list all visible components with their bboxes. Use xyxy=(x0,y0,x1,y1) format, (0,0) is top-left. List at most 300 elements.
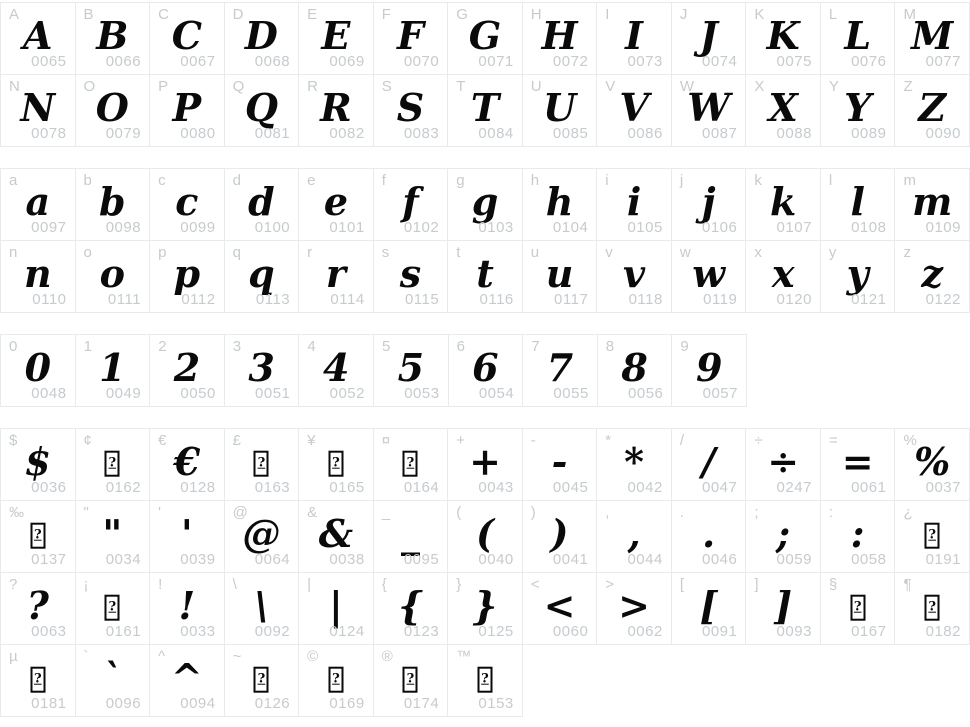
glyph-cell xyxy=(821,573,896,645)
glyph-cell-label: ? xyxy=(9,576,18,593)
glyph-unicode-code: 0120 xyxy=(776,290,812,308)
glyph-preview: @ xyxy=(242,510,281,556)
glyph-cell xyxy=(299,3,374,75)
glyph-unicode-code: 0069 xyxy=(329,52,365,70)
glyph-unicode-code: 0068 xyxy=(254,52,291,70)
glyph-unicode-code: 0063 xyxy=(31,622,67,640)
glyph-unicode-code: 0076 xyxy=(851,52,887,70)
glyph-preview: A xyxy=(23,12,53,58)
glyph-preview: ] xyxy=(774,582,793,628)
missing-glyph-box: ? xyxy=(30,522,45,548)
glyph-cell-label: W xyxy=(679,78,695,95)
glyph-cell xyxy=(448,3,523,75)
glyph-cell xyxy=(76,241,151,313)
glyph-unicode-code: 0090 xyxy=(925,124,961,142)
glyph-cell-label: N xyxy=(9,78,20,95)
glyph-unicode-code: 0102 xyxy=(403,218,440,236)
glyph-cell-label: e xyxy=(307,172,316,189)
glyph-preview: c xyxy=(175,178,199,224)
missing-glyph-box: ? xyxy=(850,594,865,620)
glyph-cell-label: z xyxy=(903,244,911,261)
glyph-cell-label: j xyxy=(679,172,684,189)
glyph-cell xyxy=(448,573,523,645)
glyph-cell xyxy=(746,3,821,75)
glyph-cell-label: + xyxy=(456,432,465,449)
glyph-unicode-code: 0082 xyxy=(329,124,365,142)
glyph-cell xyxy=(374,429,449,501)
glyph-unicode-code: 0074 xyxy=(702,52,738,70)
glyph-cell-label: % xyxy=(903,432,917,449)
glyph-cell xyxy=(1,645,76,717)
glyph-cell-label: x xyxy=(754,244,762,261)
glyph-unicode-code: 0125 xyxy=(478,622,514,640)
glyph-cell-label: P xyxy=(158,78,169,95)
glyph-cell xyxy=(374,645,449,717)
glyph-cell xyxy=(672,501,747,573)
glyph-cell xyxy=(672,75,747,147)
glyph-unicode-code: 0084 xyxy=(478,124,514,142)
glyph-unicode-code: 0167 xyxy=(851,622,887,640)
glyph-preview: _ xyxy=(400,510,420,556)
glyph-preview: b xyxy=(99,178,126,224)
glyph-cell-label: B xyxy=(83,6,94,23)
glyph-cell xyxy=(597,169,672,241)
glyph-unicode-code: 0072 xyxy=(552,52,589,70)
glyph-unicode-code: 0123 xyxy=(403,622,440,640)
glyph-unicode-code: 0247 xyxy=(776,478,812,496)
glyph-cell-label: c xyxy=(158,172,166,189)
glyph-cell xyxy=(76,3,151,75)
glyph-preview: U xyxy=(542,84,577,130)
glyph-cell-label: € xyxy=(158,432,167,449)
glyph-unicode-code: 0099 xyxy=(180,218,216,236)
glyph-preview: 7 xyxy=(546,344,574,390)
glyph-cell xyxy=(1,241,76,313)
glyph-cell xyxy=(746,241,821,313)
glyph-preview: J xyxy=(699,12,718,58)
glyph-preview: { xyxy=(398,582,423,628)
glyph-preview: a xyxy=(25,178,51,224)
glyph-unicode-code: 0119 xyxy=(703,290,738,308)
glyph-cell-label: [ xyxy=(679,576,685,593)
glyph-unicode-code: 0050 xyxy=(180,384,216,402)
glyph-cell xyxy=(597,501,672,573)
glyph-unicode-code: 0118 xyxy=(628,290,663,308)
glyph-unicode-code: 0048 xyxy=(31,384,67,402)
glyph-cell xyxy=(374,501,449,573)
glyph-cell xyxy=(299,169,374,241)
glyph-cell-label: R xyxy=(307,78,318,95)
glyph-cell xyxy=(76,501,151,573)
glyph-cell xyxy=(895,241,970,313)
glyph-cell-label: n xyxy=(9,244,18,261)
glyph-cell-label: r xyxy=(307,244,313,261)
glyph-preview: ? xyxy=(26,582,49,628)
glyph-cell-label: 6 xyxy=(456,338,465,355)
glyph-unicode-code: 0161 xyxy=(105,622,142,640)
glyph-unicode-code: 0075 xyxy=(776,52,812,70)
glyph-cell-label: 3 xyxy=(232,338,242,355)
glyph-cell xyxy=(374,573,449,645)
glyph-unicode-code: 0066 xyxy=(105,52,142,70)
glyph-cell xyxy=(225,573,300,645)
glyph-unicode-code: 0058 xyxy=(851,550,887,568)
glyph-cell-label: E xyxy=(307,6,318,23)
glyph-cell-label: A xyxy=(9,6,20,23)
glyph-cell xyxy=(746,429,821,501)
glyph-cell xyxy=(1,429,76,501)
glyph-unicode-code: 0060 xyxy=(552,622,589,640)
glyph-preview: < xyxy=(543,582,576,628)
glyph-cell-label: } xyxy=(456,576,462,593)
glyph-unicode-code: 0047 xyxy=(702,478,738,496)
glyph-cell-label: ( xyxy=(456,504,462,521)
glyph-preview: \ xyxy=(254,582,269,628)
glyph-cell-label: Y xyxy=(828,78,839,95)
glyph-unicode-code: 0039 xyxy=(180,550,216,568)
glyph-preview: | xyxy=(329,582,343,628)
glyph-cell xyxy=(672,3,747,75)
glyph-preview: C xyxy=(171,12,202,58)
glyph-cell-label: 7 xyxy=(531,338,540,355)
glyph-unicode-code: 0085 xyxy=(552,124,589,142)
glyph-preview: Q xyxy=(244,84,278,130)
lowercase-glyph-grid xyxy=(0,168,970,313)
glyph-cell xyxy=(523,75,598,147)
glyph-cell-label: ® xyxy=(381,648,393,665)
glyph-preview: I xyxy=(625,12,643,58)
glyph-cell-label: ) xyxy=(530,504,536,521)
glyph-cell-label: 5 xyxy=(381,338,391,355)
glyph-unicode-code: 0107 xyxy=(776,218,812,236)
glyph-preview: D xyxy=(244,12,278,58)
glyph-preview: v xyxy=(623,250,646,296)
glyph-unicode-code: 0056 xyxy=(628,384,664,402)
glyph-cell-label: 8 xyxy=(605,338,615,355)
glyph-preview: t xyxy=(476,250,494,296)
glyph-unicode-code: 0101 xyxy=(329,218,365,236)
glyph-cell xyxy=(523,335,598,407)
glyph-cell-label: F xyxy=(381,6,391,23)
glyph-unicode-code: 0041 xyxy=(552,550,589,568)
glyph-cell-label: a xyxy=(9,172,18,189)
glyph-cell xyxy=(448,429,523,501)
glyph-preview: B xyxy=(96,12,129,58)
digits-glyph-grid xyxy=(0,334,747,407)
glyph-preview: n xyxy=(23,250,52,296)
glyph-preview: H xyxy=(541,12,578,58)
glyph-unicode-code: 0033 xyxy=(180,622,216,640)
glyph-cell xyxy=(299,573,374,645)
glyph-unicode-code: 0095 xyxy=(403,550,440,568)
glyph-cell xyxy=(449,335,524,407)
glyph-unicode-code: 0098 xyxy=(105,218,142,236)
glyph-cell xyxy=(150,645,225,717)
glyph-cell xyxy=(523,3,598,75)
glyph-cell-label: ' xyxy=(158,504,161,521)
glyph-preview: f xyxy=(402,178,419,224)
glyph-preview: i xyxy=(626,178,642,224)
glyph-unicode-code: 0103 xyxy=(478,218,514,236)
glyph-cell xyxy=(76,429,151,501)
glyph-unicode-code: 0077 xyxy=(925,52,961,70)
glyph-unicode-code: 0100 xyxy=(254,218,291,236)
glyph-cell-label: ¤ xyxy=(381,432,391,449)
glyph-unicode-code: 0065 xyxy=(31,52,67,70)
glyph-unicode-code: 0044 xyxy=(627,550,663,568)
glyph-preview: 3 xyxy=(248,344,275,390)
glyph-unicode-code: 0046 xyxy=(702,550,738,568)
glyph-unicode-code: 0112 xyxy=(181,290,216,308)
glyph-preview: ; xyxy=(776,510,791,556)
glyph-unicode-code: 0054 xyxy=(478,384,515,402)
glyph-preview: - xyxy=(551,438,568,484)
glyph-cell xyxy=(374,169,449,241)
glyph-cell-label: ~ xyxy=(232,648,242,665)
glyph-cell-label: - xyxy=(530,432,536,449)
glyph-cell-label: 9 xyxy=(680,338,689,355)
glyph-cell-label: q xyxy=(232,244,241,261)
glyph-cell xyxy=(598,335,673,407)
glyph-unicode-code: 0071 xyxy=(478,52,514,70)
glyph-preview: 6 xyxy=(472,344,499,390)
glyph-unicode-code: 0116 xyxy=(479,290,514,308)
glyph-cell-label: k xyxy=(754,172,762,189)
glyph-cell xyxy=(299,429,374,501)
glyph-cell xyxy=(746,75,821,147)
glyph-preview: h xyxy=(545,178,574,224)
glyph-unicode-code: 0053 xyxy=(404,384,440,402)
glyph-unicode-code: 0037 xyxy=(925,478,961,496)
glyph-cell-label: V xyxy=(605,78,616,95)
glyph-preview: W xyxy=(687,84,730,130)
glyph-cell-label: h xyxy=(530,172,540,189)
glyph-unicode-code: 0182 xyxy=(925,622,961,640)
glyph-preview: M xyxy=(911,12,954,58)
glyph-cell-label: > xyxy=(605,576,615,593)
missing-glyph-box: ? xyxy=(403,666,418,692)
glyph-cell-label: § xyxy=(828,576,838,593)
missing-glyph-box: ? xyxy=(328,666,343,692)
glyph-unicode-code: 0181 xyxy=(31,694,67,712)
glyph-preview: 4 xyxy=(322,344,350,390)
glyph-preview: d xyxy=(248,178,275,224)
glyph-preview: P xyxy=(172,84,202,130)
glyph-preview: Z xyxy=(918,84,947,130)
glyph-cell-label: s xyxy=(381,244,390,261)
glyph-cell-label: 1 xyxy=(83,338,92,355)
glyph-preview: y xyxy=(846,250,869,296)
glyph-cell-label: G xyxy=(456,6,468,23)
glyph-cell-label: ` xyxy=(83,648,89,665)
glyph-cell xyxy=(150,335,225,407)
glyph-unicode-code: 0045 xyxy=(552,478,589,496)
glyph-preview: X xyxy=(768,84,798,130)
glyph-preview: K xyxy=(766,12,800,58)
glyph-preview: ' xyxy=(181,510,193,556)
glyph-cell-label: 4 xyxy=(307,338,316,355)
glyph-cell xyxy=(76,169,151,241)
glyph-cell xyxy=(1,335,76,407)
glyph-cell-label: ^ xyxy=(158,648,166,665)
glyph-cell-label: K xyxy=(754,6,765,23)
glyph-unicode-code: 0124 xyxy=(329,622,365,640)
glyph-preview: w xyxy=(692,250,725,296)
glyph-cell-label: m xyxy=(903,172,916,189)
glyph-cell-label: = xyxy=(828,432,838,449)
glyph-cell xyxy=(746,169,821,241)
glyph-cell-label: & xyxy=(307,504,318,521)
glyph-cell xyxy=(597,241,672,313)
glyph-unicode-code: 0106 xyxy=(702,218,738,236)
glyph-cell-label: f xyxy=(381,172,386,189)
glyph-cell-label: { xyxy=(381,576,387,593)
glyph-cell-label: ; xyxy=(754,504,759,521)
glyph-unicode-code: 0088 xyxy=(776,124,812,142)
glyph-cell xyxy=(448,501,523,573)
glyph-preview: > xyxy=(618,582,650,628)
glyph-preview: u xyxy=(545,250,574,296)
glyph-cell-label: 2 xyxy=(158,338,167,355)
glyph-cell xyxy=(523,241,598,313)
missing-glyph-box: ? xyxy=(925,522,940,548)
glyph-cell-label: o xyxy=(83,244,92,261)
glyph-preview: l xyxy=(850,178,865,224)
glyph-cell xyxy=(523,169,598,241)
glyph-unicode-code: 0137 xyxy=(31,550,67,568)
glyph-cell xyxy=(374,75,449,147)
glyph-unicode-code: 0105 xyxy=(627,218,663,236)
glyph-preview: q xyxy=(248,250,275,296)
glyph-cell-label: l xyxy=(828,172,833,189)
glyph-cell-label: < xyxy=(530,576,540,593)
glyph-unicode-code: 0093 xyxy=(776,622,812,640)
glyph-cell-label: " xyxy=(83,504,89,521)
missing-glyph-box: ? xyxy=(105,594,120,620)
glyph-cell-label: I xyxy=(605,6,610,23)
glyph-unicode-code: 0049 xyxy=(105,384,142,402)
glyph-cell-label: 0 xyxy=(9,338,18,355)
glyph-cell-label: _ xyxy=(381,504,391,521)
glyph-preview: & xyxy=(318,510,354,556)
glyph-preview: o xyxy=(99,250,125,296)
glyph-preview: / xyxy=(701,438,716,484)
glyph-cell-label: µ xyxy=(9,648,18,665)
glyph-preview: R xyxy=(320,84,352,130)
glyph-unicode-code: 0174 xyxy=(403,694,440,712)
glyph-preview: r xyxy=(325,250,346,296)
glyph-unicode-code: 0162 xyxy=(105,478,142,496)
glyph-cell xyxy=(150,169,225,241)
glyph-cell xyxy=(895,3,970,75)
glyph-cell-label: , xyxy=(605,504,610,521)
glyph-unicode-code: 0081 xyxy=(254,124,291,142)
glyph-preview: O xyxy=(95,84,129,130)
glyph-cell xyxy=(374,3,449,75)
glyph-cell xyxy=(448,75,523,147)
glyph-cell xyxy=(597,573,672,645)
glyph-cell xyxy=(1,75,76,147)
glyph-preview: p xyxy=(173,250,201,296)
glyph-preview: ! xyxy=(178,582,196,628)
glyph-cell-label: i xyxy=(605,172,609,189)
glyph-preview: 5 xyxy=(397,344,425,390)
glyph-cell xyxy=(597,3,672,75)
symbols-glyph-grid xyxy=(0,428,970,717)
glyph-cell xyxy=(448,645,523,717)
glyph-cell-label: H xyxy=(530,6,542,23)
glyph-cell-label: ! xyxy=(158,576,163,593)
glyph-cell-label: ¡ xyxy=(83,576,89,593)
glyph-preview: 0 xyxy=(24,344,52,390)
glyph-preview: L xyxy=(844,12,872,58)
glyph-preview: [ xyxy=(699,582,718,628)
missing-glyph-box: ? xyxy=(477,666,492,692)
glyph-cell-label: ¶ xyxy=(903,576,912,593)
glyph-cell xyxy=(821,241,896,313)
glyph-unicode-code: 0083 xyxy=(403,124,440,142)
glyph-cell xyxy=(523,429,598,501)
glyph-preview: ` xyxy=(102,654,122,700)
glyph-unicode-code: 0055 xyxy=(553,384,589,402)
glyph-cell xyxy=(746,501,821,573)
glyph-cell-label: M xyxy=(903,6,916,23)
glyph-cell xyxy=(299,645,374,717)
glyph-cell xyxy=(299,335,374,407)
uppercase-glyph-grid xyxy=(0,2,970,147)
glyph-unicode-code: 0114 xyxy=(330,290,365,308)
glyph-unicode-code: 0096 xyxy=(105,694,142,712)
missing-glyph-box: ? xyxy=(30,666,45,692)
glyph-preview: * xyxy=(624,438,644,484)
glyph-preview: 1 xyxy=(99,344,126,390)
glyph-cell-label: D xyxy=(232,6,244,23)
glyph-cell xyxy=(523,501,598,573)
glyph-cell xyxy=(76,573,151,645)
glyph-unicode-code: 0165 xyxy=(329,478,365,496)
glyph-preview: + xyxy=(469,438,501,484)
glyph-preview: N xyxy=(20,84,56,130)
glyph-cell-label: £ xyxy=(232,432,241,449)
glyph-preview: } xyxy=(472,582,498,628)
glyph-unicode-code: 0153 xyxy=(478,694,514,712)
glyph-cell-label: y xyxy=(828,244,837,261)
missing-glyph-box: ? xyxy=(254,666,269,692)
glyph-cell xyxy=(299,501,374,573)
glyph-cell-label: S xyxy=(381,78,392,95)
glyph-cell xyxy=(1,501,76,573)
glyph-preview: 2 xyxy=(173,344,201,390)
glyph-preview: ^ xyxy=(170,654,203,700)
glyph-unicode-code: 0126 xyxy=(254,694,291,712)
missing-glyph-box: ? xyxy=(925,594,940,620)
glyph-cell xyxy=(672,573,747,645)
glyph-unicode-code: 0117 xyxy=(554,290,589,308)
glyph-cell xyxy=(225,241,300,313)
glyph-cell xyxy=(76,75,151,147)
glyph-unicode-code: 0043 xyxy=(478,478,514,496)
glyph-unicode-code: 0091 xyxy=(702,622,738,640)
glyph-cell-label: $ xyxy=(9,432,18,449)
glyph-preview: S xyxy=(396,84,425,130)
glyph-cell-label: v xyxy=(605,244,613,261)
glyph-cell xyxy=(225,75,300,147)
glyph-preview: s xyxy=(399,250,422,296)
glyph-preview: ÷ xyxy=(767,438,800,484)
glyph-cell xyxy=(374,335,449,407)
glyph-cell-label: w xyxy=(679,244,691,261)
glyph-cell xyxy=(225,501,300,573)
